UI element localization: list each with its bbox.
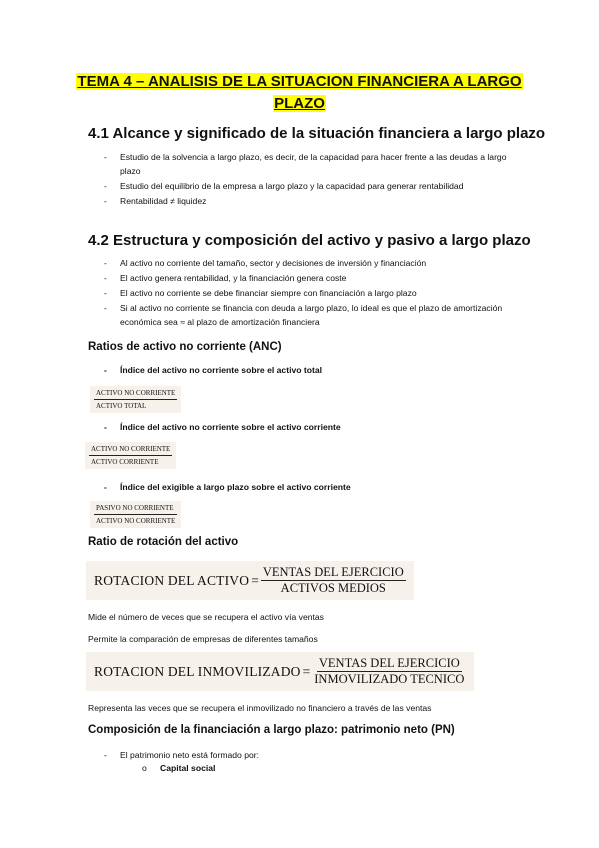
title-line-2: PLAZO [274, 95, 325, 112]
fraction-numerator: ACTIVO NO CORRIENTE [89, 444, 172, 456]
paragraph: Mide el número de veces que se recupera el activo vía ventas [88, 612, 324, 622]
ratio-label: - Índice del activo no corriente sobre el activo corriente [88, 420, 518, 434]
section-4-1-heading: 4.1 Alcance y significado de la situación financiera a largo plazo [88, 125, 546, 142]
fraction-denominator: ACTIVO NO CORRIENTE [96, 517, 176, 525]
asset-rotation-formula [86, 561, 414, 600]
fraction-denominator: ACTIVO TOTAL [96, 402, 147, 410]
paragraph: Permite la comparación de empresas de diferentes tamaños [88, 634, 318, 644]
ratio-label: - Índice del activo no corriente sobre el activo total [88, 363, 518, 377]
fraction-numerator: ACTIVO NO CORRIENTE [94, 388, 177, 400]
formula-lhs: ROTACION DEL INMOVILIZADO [94, 663, 301, 679]
document-title [60, 71, 539, 115]
anc-ratio-1 [88, 363, 518, 378]
section-4-2-list [88, 256, 518, 330]
list-item: - Al activo no corriente del tamaño, sector y decisiones de inversión y financiación [88, 256, 518, 270]
ratio-label: - Índice del exigible a largo plazo sobre el activo corriente [88, 480, 518, 494]
anc-ratio-1-formula [90, 386, 181, 413]
equity-heading: Composición de la financiación a largo plazo: patrimonio neto (PN) [88, 724, 455, 736]
sub-list-item: o Capital social [88, 763, 215, 773]
equity-sublist [88, 763, 215, 773]
list-item: - Estudio del equilibrio de la empresa a largo plazo y la capacidad para generar rentabilidad [88, 179, 518, 193]
anc-ratios-heading: Ratios de activo no corriente (ANC) [88, 341, 282, 353]
list-item: - Estudio de la solvencia a largo plazo, es decir, de la capacidad para hacer frente a las deudas a largo plazo [88, 150, 518, 178]
fraction-numerator: PASIVO NO CORRIENTE [94, 503, 177, 515]
title-line-1: TEMA 4 – ANALISIS DE LA SITUACION FINANCIERA A LARGO [77, 73, 522, 90]
fraction-numerator: VENTAS DEL EJERCICIO [262, 565, 404, 579]
anc-ratio-2-formula [85, 442, 176, 469]
equals-sign: = [302, 663, 311, 679]
section-4-2-heading: 4.2 Estructura y composición del activo y pasivo a largo plazo [88, 232, 531, 249]
equals-sign: = [251, 572, 259, 588]
fraction-denominator: ACTIVOS MEDIOS [280, 581, 386, 595]
anc-ratio-2 [88, 420, 518, 435]
anc-ratio-3 [88, 480, 518, 495]
list-item: - Si al activo no corriente se financia con deuda a largo plazo, lo ideal es que el plazo de amortización económica sea ≈ al plazo de amortización financiera [88, 301, 518, 329]
fraction-denominator: INMOVILIZADO TECNICO [314, 672, 465, 686]
paragraph: Representa las veces que se recupera el inmovilizado no financiero a través de las ventas [88, 703, 432, 713]
rotation-heading: Ratio de rotación del activo [88, 536, 239, 548]
list-item: - Rentabilidad ≠ liquidez [88, 194, 518, 208]
formula-lhs: ROTACION DEL ACTIVO [94, 572, 250, 588]
list-item: - El patrimonio neto está formado por: [88, 748, 518, 762]
section-4-1-list [88, 150, 518, 209]
formula-fraction [312, 656, 466, 687]
list-item: - El activo no corriente se debe financiar siempre con financiación a largo plazo [88, 286, 518, 300]
equity-list [88, 748, 518, 763]
formula-fraction [261, 565, 406, 596]
fixed-asset-rotation-formula [86, 652, 474, 691]
list-item: - El activo genera rentabilidad, y la financiación genera coste [88, 271, 518, 285]
fraction-numerator: VENTAS DEL EJERCICIO [318, 656, 460, 670]
fraction-denominator: ACTIVO CORRIENTE [91, 458, 159, 466]
anc-ratio-3-formula [90, 501, 181, 528]
